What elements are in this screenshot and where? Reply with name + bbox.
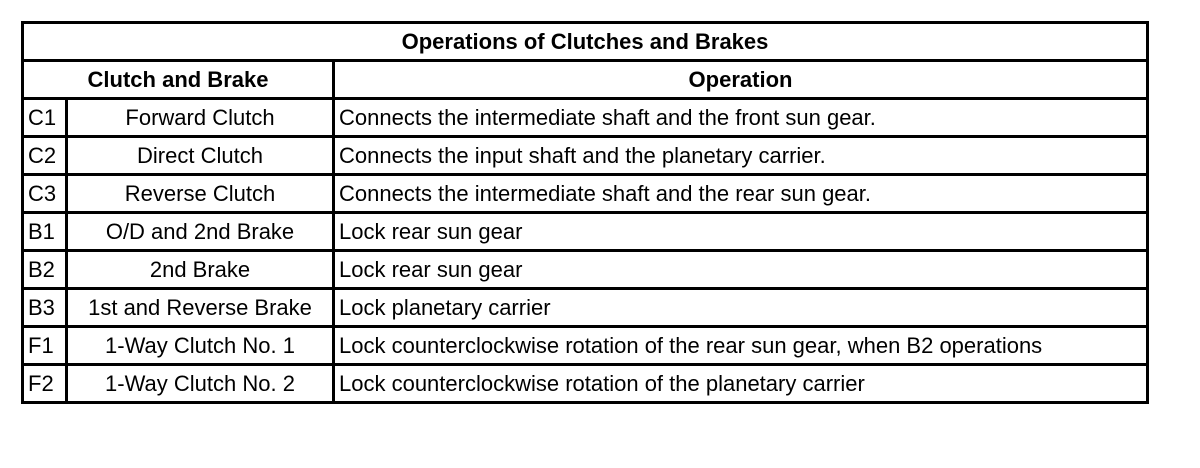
column-header-operation: Operation bbox=[334, 61, 1148, 99]
component-name: Reverse Clutch bbox=[67, 175, 334, 213]
operation-description: Lock counterclockwise rotation of the planetary carrier bbox=[334, 365, 1148, 403]
component-name: 1-Way Clutch No. 1 bbox=[67, 327, 334, 365]
operation-description: Lock rear sun gear bbox=[334, 213, 1148, 251]
table-row bbox=[23, 289, 1148, 327]
component-name: 1st and Reverse Brake bbox=[67, 289, 334, 327]
table-row bbox=[23, 251, 1148, 289]
table-row bbox=[23, 99, 1148, 137]
table-row bbox=[23, 213, 1148, 251]
operations-table bbox=[21, 21, 1149, 404]
operation-description: Connects the intermediate shaft and the front sun gear. bbox=[334, 99, 1148, 137]
component-name: O/D and 2nd Brake bbox=[67, 213, 334, 251]
operation-description: Lock planetary carrier bbox=[334, 289, 1148, 327]
operation-description: Lock rear sun gear bbox=[334, 251, 1148, 289]
component-code: C1 bbox=[23, 99, 67, 137]
operation-description: Lock counterclockwise rotation of the rear sun gear, when B2 operations bbox=[334, 327, 1148, 365]
table-row bbox=[23, 365, 1148, 403]
component-name: Direct Clutch bbox=[67, 137, 334, 175]
component-code: C2 bbox=[23, 137, 67, 175]
column-header-component: Clutch and Brake bbox=[23, 61, 334, 99]
component-code: B1 bbox=[23, 213, 67, 251]
table-row bbox=[23, 327, 1148, 365]
table-row bbox=[23, 175, 1148, 213]
table-title-row bbox=[23, 23, 1148, 61]
component-code: B2 bbox=[23, 251, 67, 289]
operation-description: Connects the intermediate shaft and the rear sun gear. bbox=[334, 175, 1148, 213]
table-header-row bbox=[23, 61, 1148, 99]
component-code: F1 bbox=[23, 327, 67, 365]
component-name: 1-Way Clutch No. 2 bbox=[67, 365, 334, 403]
component-code: B3 bbox=[23, 289, 67, 327]
table-title: Operations of Clutches and Brakes bbox=[23, 23, 1148, 61]
component-code: C3 bbox=[23, 175, 67, 213]
component-name: Forward Clutch bbox=[67, 99, 334, 137]
component-code: F2 bbox=[23, 365, 67, 403]
operation-description: Connects the input shaft and the planetary carrier. bbox=[334, 137, 1148, 175]
table-row bbox=[23, 137, 1148, 175]
component-name: 2nd Brake bbox=[67, 251, 334, 289]
